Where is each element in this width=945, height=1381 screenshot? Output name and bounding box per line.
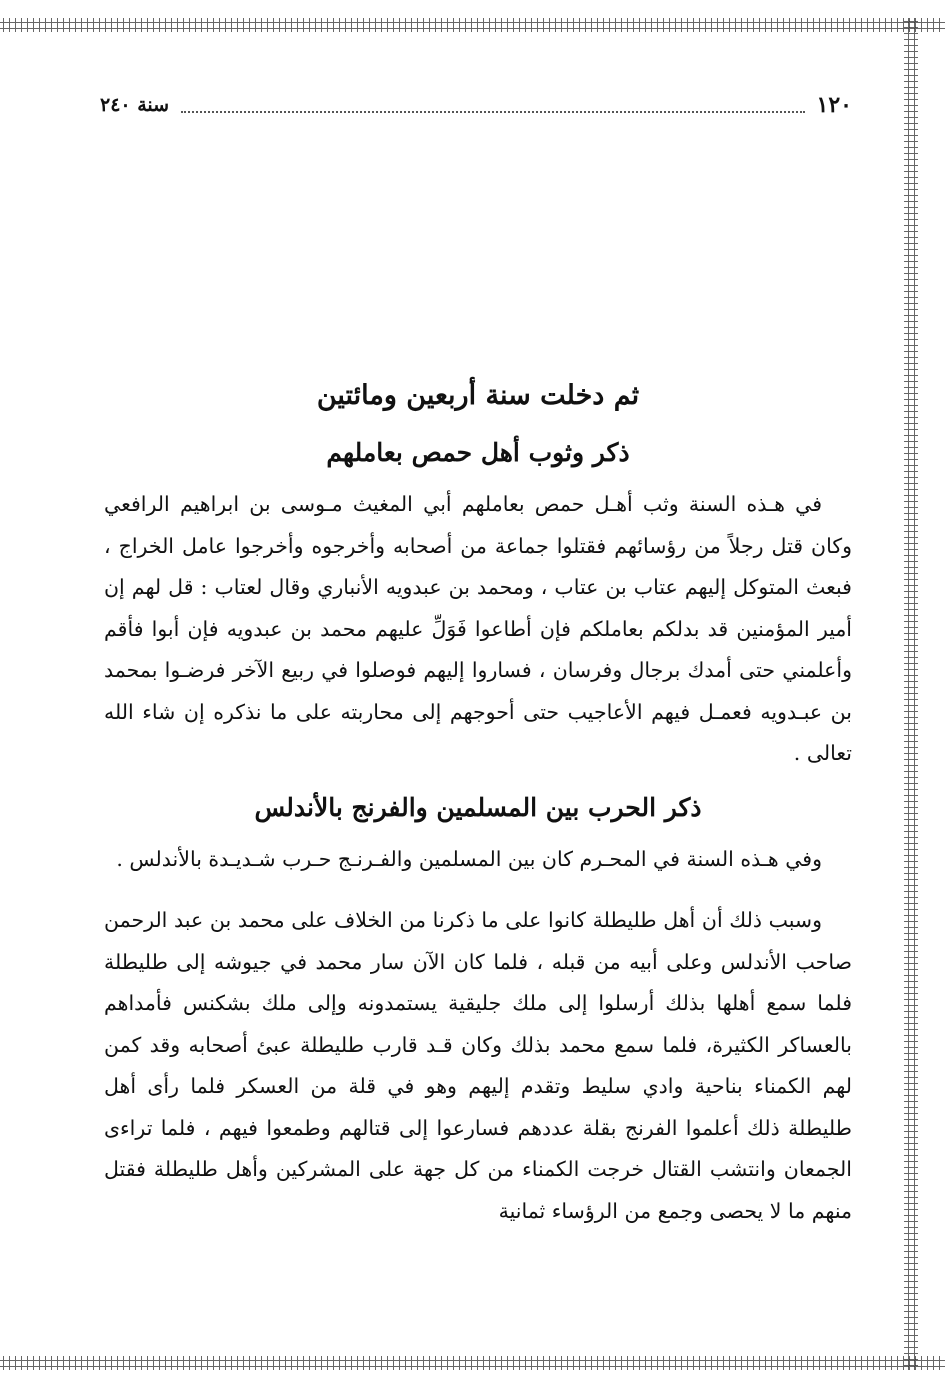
section-heading-homs: ذكر وثوب أهل حمص بعاملهم [326,438,630,467]
page-body [104,372,852,1232]
decorative-border-right [904,18,918,1370]
year-title: ثم دخلت سنة أربعين ومائتين [316,380,640,411]
paragraph-gap [104,880,852,900]
paragraph-homs: في هـذه السنة وثب أهـل حمص بعاملهم أبي المغيث مـوسى بن ابراهيم الرافعي وكان قتل رجلاً من رؤسائهم فقتلوا جماعة من أصحابه وأخرجوه وأخرجوا عامل الخراج ، فبعث المتوكل إليهم عتاب بن عتاب ، ومحمد بن عبدويه الأنباري وقال لعتاب : قل لهم إن أمير المؤمنين قد بدلكم بعاملكم فإن أطاعوا فَوَلِّ عليهم محمد بن عبدويه فإن أبوا فأقم وأعلمني حتى أمدك برجال وفرسان ، فساروا إليهم فوصلوا في ربيع الآخر فرضـوا بمحمد بن عبـدويه فعمـل فيهم الأعاجيب حتى أحوجهم إلى محاربته على ما نذكره إن شاء الله تعالى . [104,492,852,765]
decorative-border-top [0,18,945,32]
decorative-border-bottom [0,1356,945,1370]
running-head: سنة ٢٤٠ [100,94,170,116]
header-dotted-leader [181,97,804,113]
paragraph-andalus-cause: وسبب ذلك أن أهل طليطلة كانوا على ما ذكرنا من الخلاف على محمد بن عبد الرحمن صاحب الأندلس وعلى أبيه من قبله ، فلما كان الآن سار محمد في جيوشه إلى طليطلة فلما سمع أهلها بذلك أرسلوا إلى ملك جليقية يستمدونه وإلى ملك بشكنس فأمداهم بالعساكر الكثيرة، فلما سمع محمد بذلك وكان قـد قارب طليطلة عبئ أصحابه وقد كمن لهم الكمناء بناحية وادي سليط وتقدم إليهم وهو في قلة من العسكر فلما رأى أهل طليطلة ذلك أعلموا الفرنج بقلة عددهم فسارعوا إلى قتالهم وطمعوا فيهم ، فلما تراءى الجمعان وانتشب القتال خرجت الكمناء من كل جهة على المشركين وأهل طليطلة فقتل منهم ما لا يحصى وجمع من الرؤساء ثمانية [104,908,852,1223]
paragraph-andalus-intro: وفي هـذه السنة في المحـرم كان بين المسلمين والفـرنـج حـرب شـديـدة بالأندلس . [116,846,822,871]
page-number: ١٢٠ [816,92,852,118]
section-heading-andalus: ذكر الحرب بين المسلمين والفرنج بالأندلس [254,792,702,822]
page-header [100,88,852,122]
